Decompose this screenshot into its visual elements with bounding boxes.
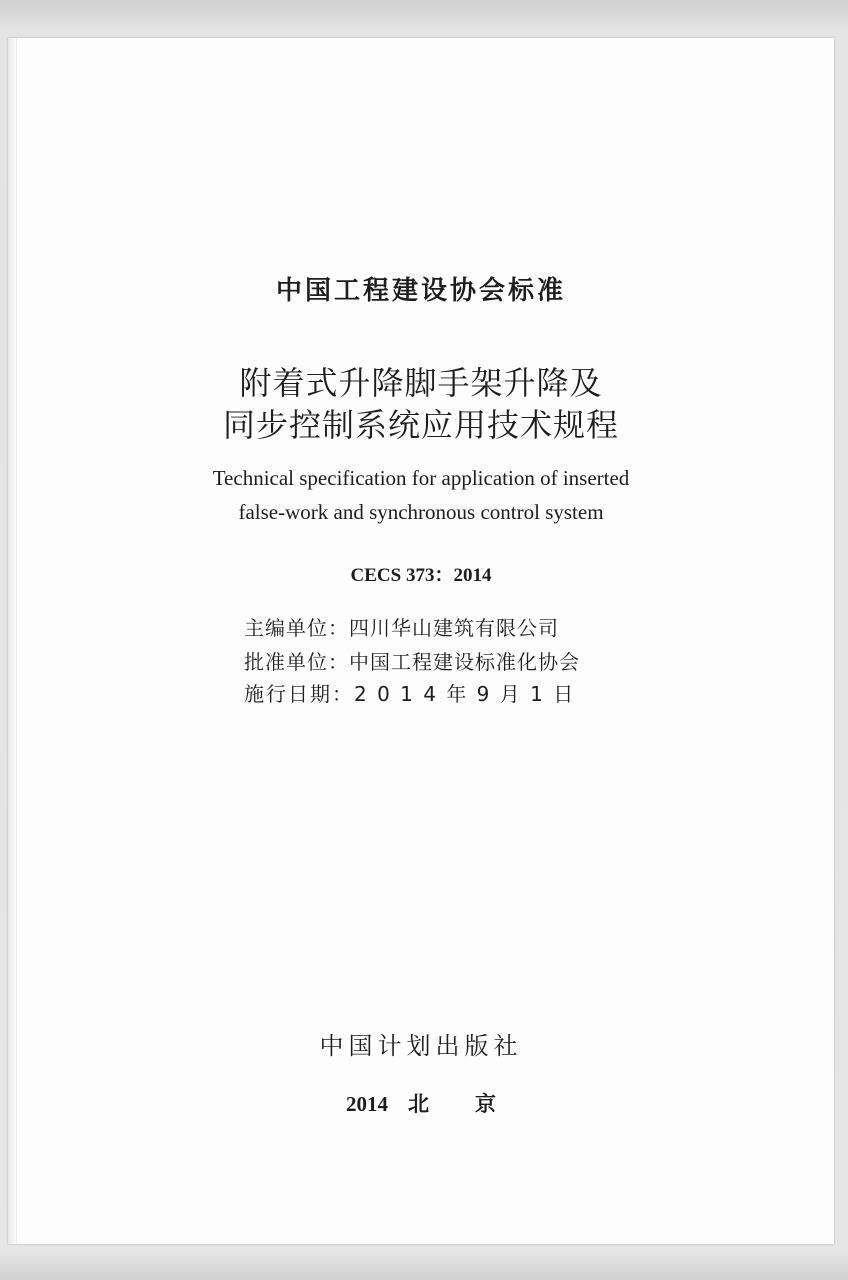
standard-series-title: 中国工程建设协会标准 <box>275 276 566 306</box>
document-title-line-2: 同步控制系统应用技术规程 <box>222 406 619 444</box>
publication-city-char-2: 京 <box>475 1092 496 1116</box>
english-title-line-1: Technical specification for application of inserted <box>212 466 630 490</box>
cover-page <box>8 38 834 1244</box>
publication-city-char-1: 北 <box>408 1092 429 1116</box>
publisher-name: 中国计划出版社 <box>319 1032 523 1060</box>
document-title-line-1: 附着式升降脚手架升降及 <box>239 364 603 402</box>
english-title-line-2: false-work and synchronous control system <box>238 500 604 524</box>
publication-year: 2014 <box>346 1092 388 1116</box>
approval-unit: 批准单位：中国工程建设标准化协会 <box>244 650 580 674</box>
chief-editor-unit: 主编单位：四川华山建筑有限公司 <box>244 616 559 640</box>
publication-footer <box>8 1088 834 1118</box>
standard-code: CECS 373：2014 <box>350 565 492 586</box>
effective-date: 施行日期：2 0 1 4 年 9 月 1 日 <box>244 682 576 706</box>
page-binding-edge <box>8 38 17 1244</box>
